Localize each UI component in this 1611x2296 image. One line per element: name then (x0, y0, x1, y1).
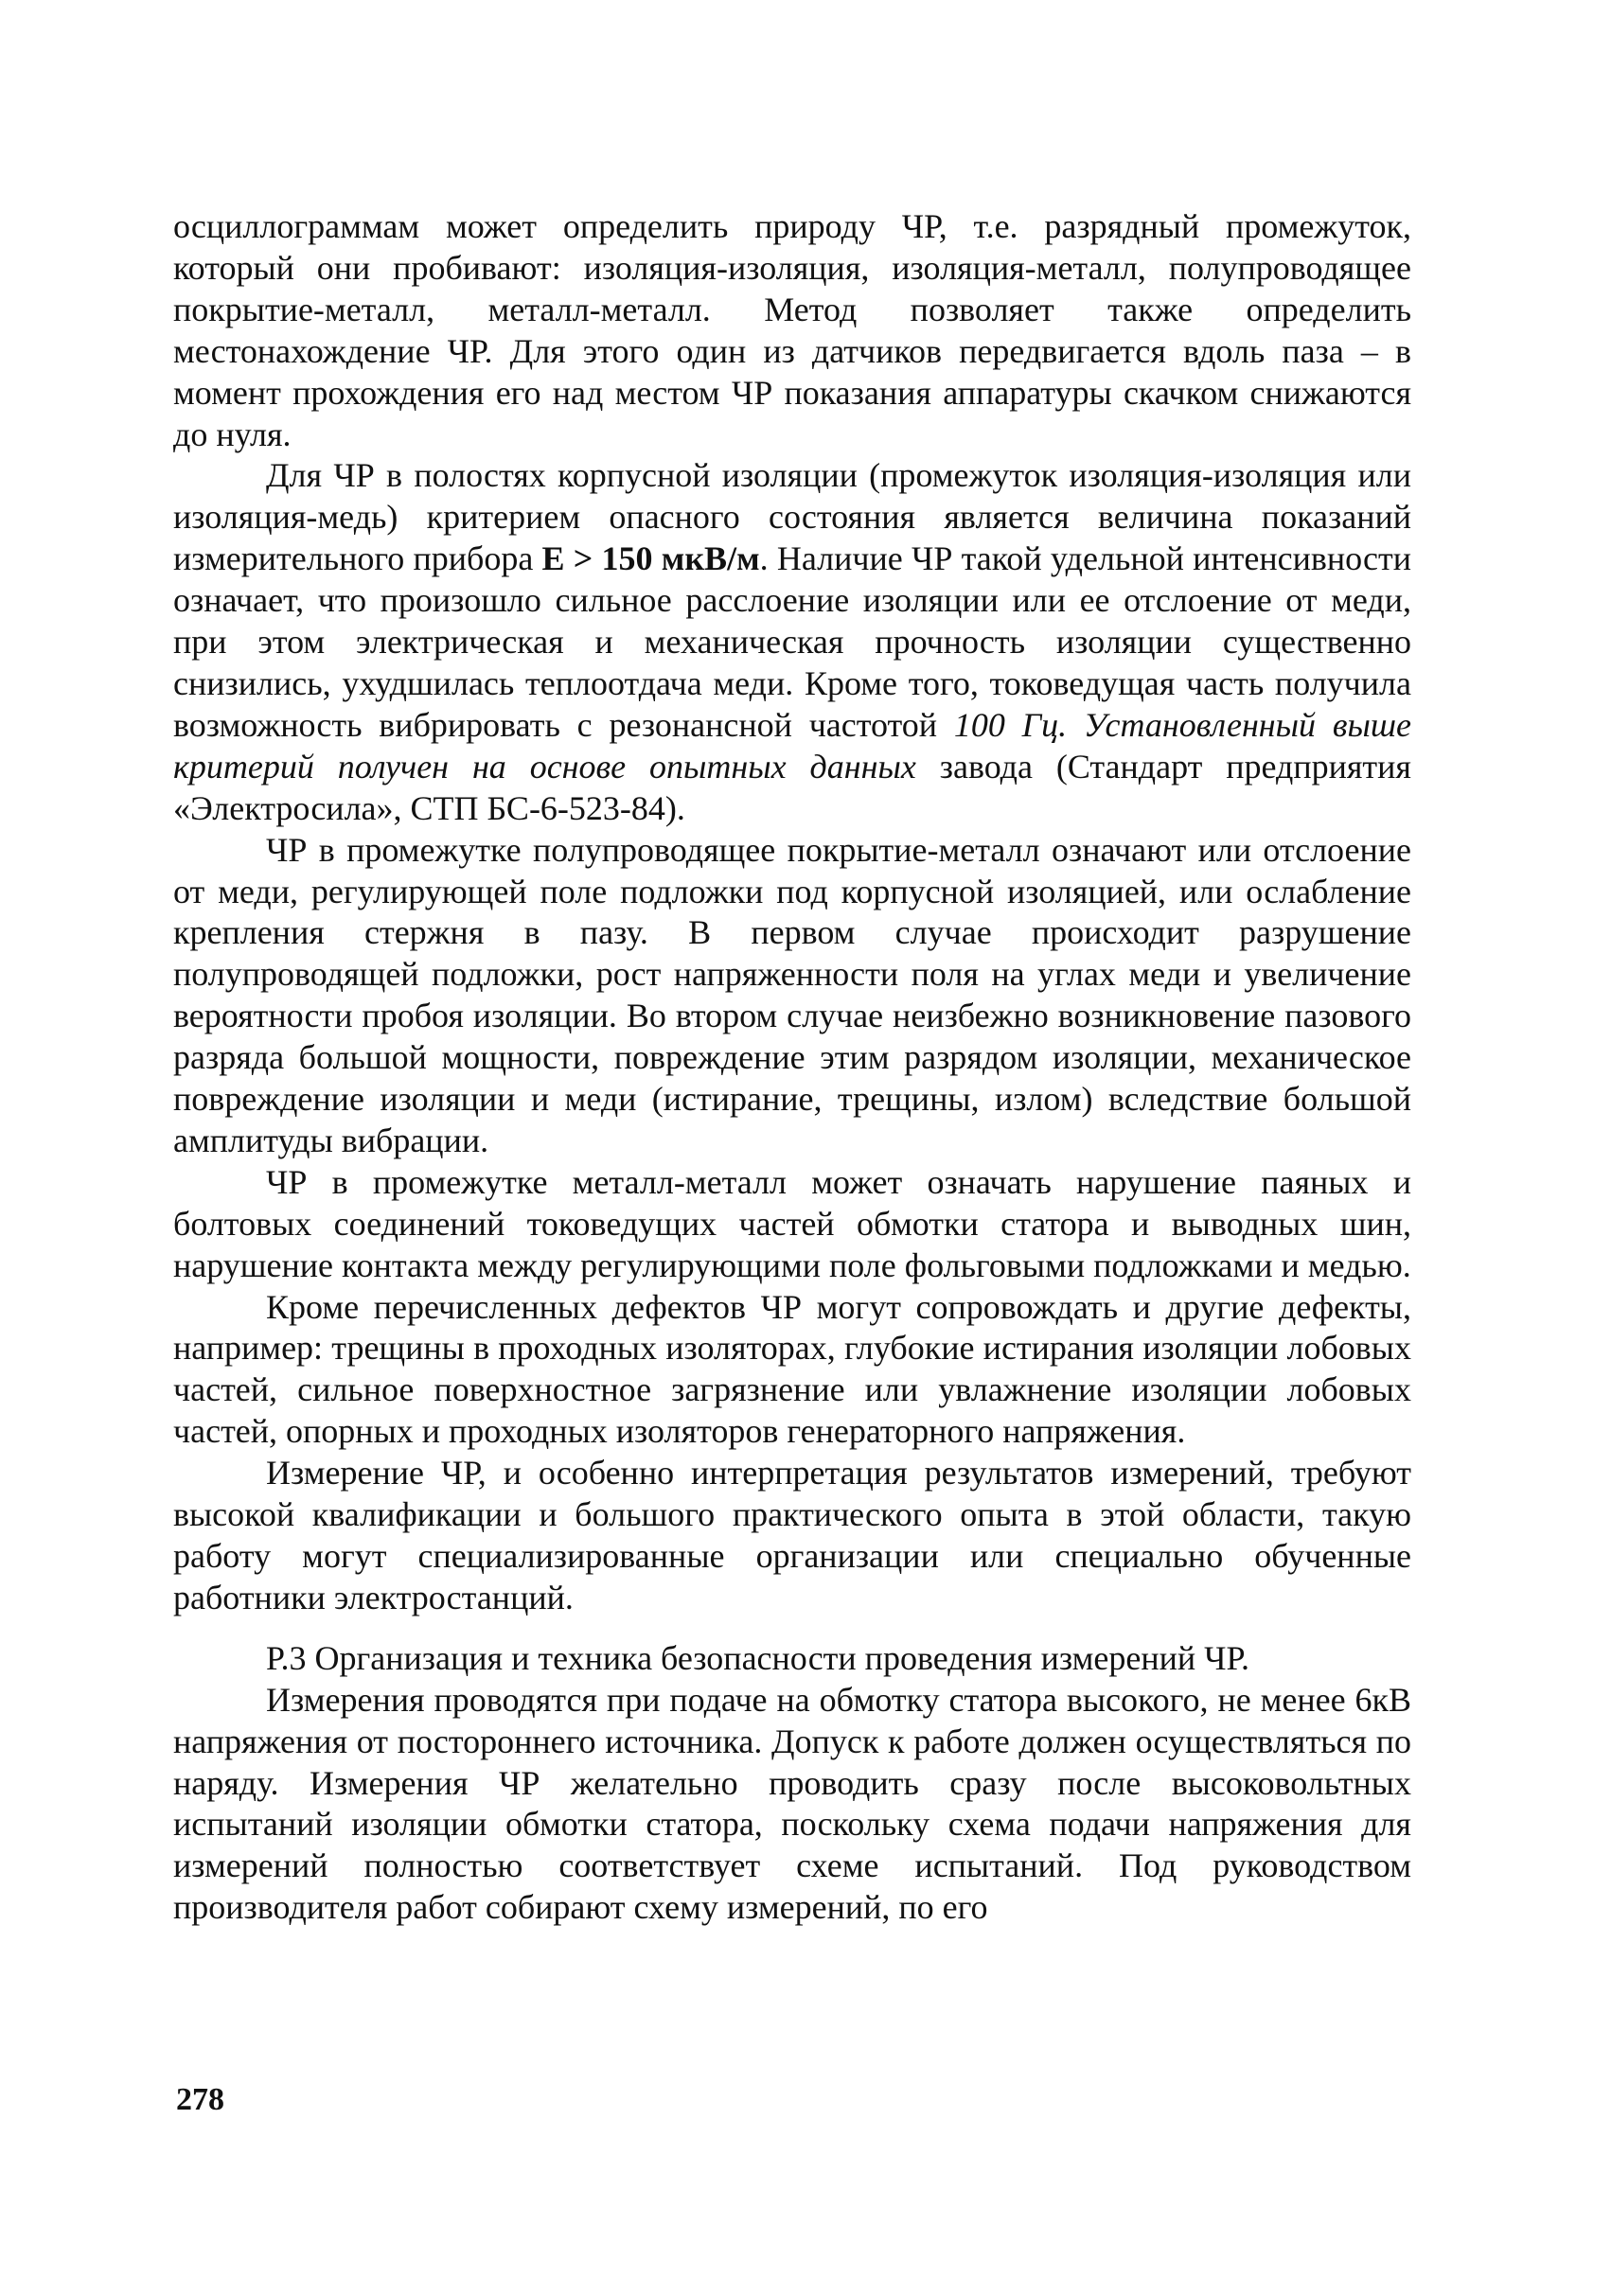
paragraph (173, 1287, 1411, 1454)
paragraph (173, 1680, 1411, 1929)
paragraph (173, 206, 1411, 455)
section-heading (173, 1638, 1411, 1680)
paragraph (173, 455, 1411, 829)
page-number: 278 (176, 2082, 224, 2117)
text-run: осциллограммам может определить природу ЧР, т.е. разрядный промежуток, который они пробивают: изоляция-изоляция, изоляция-металл, полупроводящее покрытие-металл, металл-металл. Метод позволяет также определить местонахождение ЧР. Для этого один из датчиков передвигается вдоль паза – в момент прохождения его над местом ЧР показания аппаратуры скачком снижаются до нуля. (173, 207, 1411, 453)
text-run: Кроме перечисленных дефектов ЧР могут сопровождать и другие дефекты, например: трещины в проходных изоляторах, глубокие истирания изоляции лобовых частей, сильное поверхностное загрязнение или увлажнение изоляции лобовых частей, опорных и проходных изоляторов генераторного напряжения. (173, 1287, 1411, 1451)
text-run: Измерение ЧР, и особенно интерпретация результатов измерений, требуют высокой квалификации и большого практического опыта в этой области, такую работу могут специализированные организации или специально обученные работники электростанций. (173, 1454, 1411, 1616)
paragraph (173, 1162, 1411, 1287)
bold-text: Е > 150 мкВ/м (541, 539, 760, 578)
text-run: . Наличие ЧР такой удельной интенсивности означает, что произошло сильное расслоение изоляции или ее отслоение от меди, при этом электрическая и механическая прочность изоляции существенно снизились, ухудшилась теплоотдача меди. Кроме того, токоведущая часть получила возможность вибрировать с резонансной частотой (173, 539, 1411, 744)
text-run: Р.3 Организация и техника безопасности проведения измерений ЧР. (266, 1638, 1250, 1677)
italic-text: 100 Гц. Установленный выше критерий получен на основе опытных данных (173, 705, 1411, 786)
text-run: завода (Стандарт предприятия «Электросила», СТП БС-6-523-84). (173, 747, 1411, 827)
text-run: ЧР в промежутке металл-металл может означать нарушение паяных и болтовых соединений токоведущих частей обмотки статора и выводных шин, нарушение контакта между регулирующими поле фольговыми подложками и медью. (173, 1162, 1411, 1284)
text-run: ЧР в промежутке полупроводящее покрытие-металл означают или отслоение от меди, регулирующей поле подложки под корпусной изоляцией, или ослабление крепления стержня в пазу. В первом случае происходит разрушение полупроводящей подложки, рост напряженности поля на углах меди и увеличение вероятности пробоя изоляции. Во втором случае неизбежно возникновение пазового разряда большой мощности, повреждение этим разрядом изоляции, механическое повреждение изоляции и меди (истирание, трещины, излом) вследствие большой амплитуды вибрации. (173, 830, 1411, 1159)
paragraph (173, 1453, 1411, 1619)
text-run: Измерения проводятся при подаче на обмотку статора высокого, не менее 6кВ напряжения от постороннего источника. Допуск к работе должен осуществляться по наряду. Измерения ЧР желательно проводить сразу после высоковольтных испытаний изоляции обмотки статора, поскольку схема подачи напряжения для измерений полностью соответствует схеме испытаний. Под руководством производителя работ собирают схему измерений, по его (173, 1680, 1411, 1927)
text-run: Для ЧР в полостях корпусной изоляции (промежуток изоляция-изоляция или изоляция-медь) критерием опасного состояния является величина показаний измерительного прибора (173, 456, 1411, 578)
body-text (173, 206, 1411, 1929)
paragraph (173, 830, 1411, 1162)
